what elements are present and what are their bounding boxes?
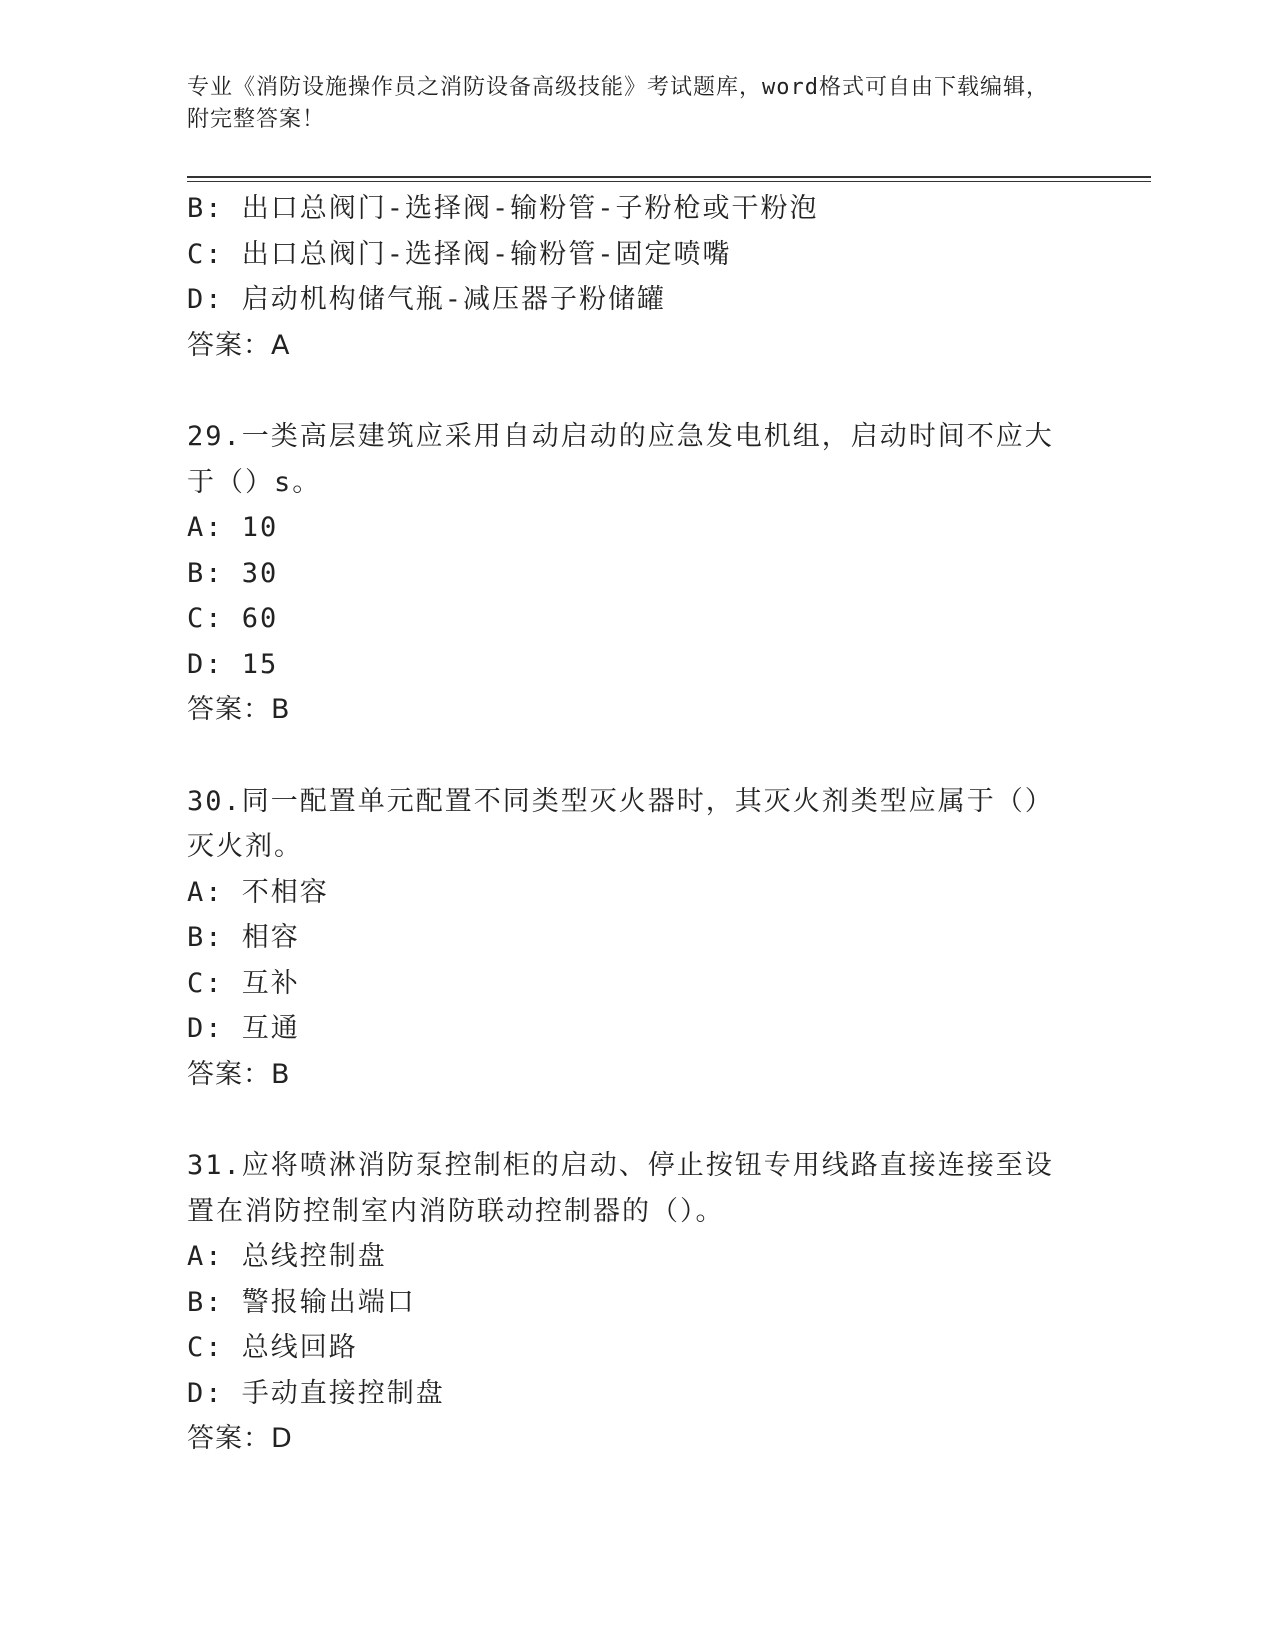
option-b: B: 出口总阀门-选择阀-输粉管-子粉枪或干粉泡	[187, 193, 819, 224]
option-a: A: 10	[187, 512, 279, 543]
carryover-question	[187, 186, 1087, 368]
question-29	[187, 414, 1087, 733]
option-c: C: 出口总阀门-选择阀-输粉管-固定喷嘴	[187, 238, 732, 270]
option-d: D: 启动机构储气瓶-减压器子粉储罐	[187, 284, 667, 315]
option-a: A: 总线控制盘	[187, 1241, 387, 1272]
option-a: A: 不相容	[187, 876, 329, 908]
document-body	[187, 186, 1087, 1462]
option-c: C: 总线回路	[187, 1332, 358, 1363]
question-30	[187, 779, 1087, 1098]
page-header: 专业《消防设施操作员之消防设备高级技能》考试题库，word格式可自由下载编辑，附完整答案！	[187, 75, 1049, 132]
option-d: D: 互通	[187, 1013, 300, 1044]
header-rule	[187, 176, 1151, 182]
option-b: B: 30	[187, 557, 279, 589]
answer-label: 答案：B	[187, 1058, 291, 1090]
option-b: B: 相容	[187, 922, 300, 953]
option-c: C: 60	[187, 603, 279, 634]
option-d: D: 手动直接控制盘	[187, 1377, 445, 1409]
answer-label: 答案：D	[187, 1423, 293, 1454]
option-d: D: 15	[187, 648, 279, 680]
question-text: 29.一类高层建筑应采用自动启动的应急发电机组，启动时间不应大于（）s。	[187, 421, 1054, 498]
question-text: 31.应将喷淋消防泵控制柜的启动、停止按钮专用线路直接连接至设置在消防控制室内消防联动控制器的（）。	[187, 1150, 1054, 1227]
answer-label: 答案：B	[187, 694, 291, 725]
option-b: B: 警报输出端口	[187, 1286, 416, 1318]
question-text: 30.同一配置单元配置不同类型灭火器时，其灭火剂类型应属于（）灭火剂。	[187, 785, 1054, 862]
answer-label: 答案：A	[187, 329, 291, 361]
option-c: C: 互补	[187, 967, 300, 999]
question-31	[187, 1143, 1087, 1462]
